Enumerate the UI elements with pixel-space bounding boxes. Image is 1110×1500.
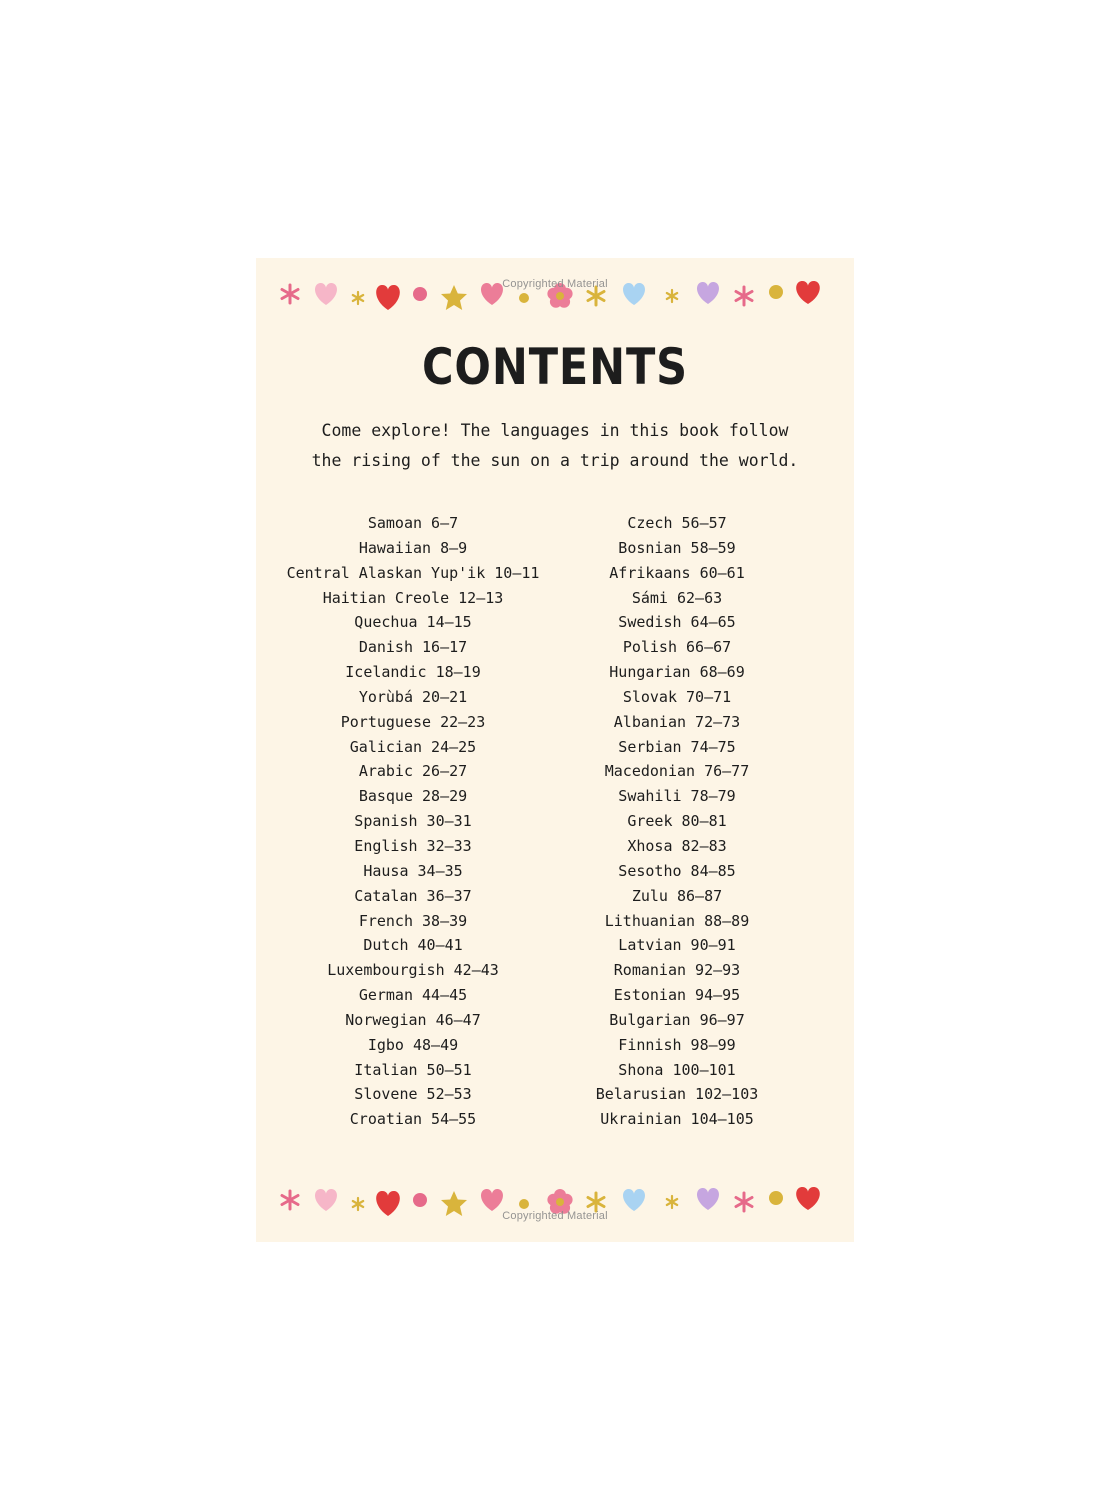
contents-entry: Slovene 52–53 <box>354 1085 472 1104</box>
contents-entry: German 44–45 <box>358 986 468 1005</box>
contents-entry: Sámi 62–63 <box>631 588 723 607</box>
contents-entry: Swahili 78–79 <box>618 787 736 806</box>
contents-entry: Galician 24–25 <box>349 737 477 756</box>
contents-entry: Hungarian 68–69 <box>609 663 745 682</box>
contents-entry: English 32–33 <box>354 836 472 855</box>
contents-entry: Finnish 98–99 <box>618 1035 736 1054</box>
asterisk-icon <box>667 1196 677 1208</box>
dot-icon <box>413 1193 427 1207</box>
contents-entry: Afrikaans 60–61 <box>609 563 745 582</box>
contents-entry: Catalan 36–37 <box>354 886 472 905</box>
contents-entry: Belarusian 102–103 <box>595 1085 759 1104</box>
contents-entry: Portuguese 22–23 <box>340 712 486 731</box>
asterisk-icon <box>667 290 677 302</box>
contents-column-right <box>532 511 822 1132</box>
contents-entry: Dutch 40–41 <box>363 936 463 955</box>
contents-entry: Shona 100–101 <box>618 1060 736 1079</box>
contents-entry: Zulu 86–87 <box>631 886 723 905</box>
intro-line-1: Come explore! The languages in this book follow <box>321 421 789 440</box>
contents-entry: Estonian 94–95 <box>613 986 741 1005</box>
contents-entry: Samoan 6–7 <box>367 514 459 532</box>
heart-icon <box>796 1187 820 1210</box>
contents-entry: Spanish 30–31 <box>354 812 472 831</box>
contents-entry: Norwegian 46–47 <box>345 1010 481 1029</box>
watermark-top: Copyrighted Material <box>502 278 608 290</box>
asterisk-icon <box>282 1191 298 1209</box>
contents-entry: Romanian 92–93 <box>613 961 741 980</box>
contents-entry: Hausa 34–35 <box>363 861 463 880</box>
contents-entry: Icelandic 18–19 <box>345 663 481 682</box>
asterisk-icon <box>353 292 363 304</box>
contents-entry: French 38–39 <box>358 911 468 930</box>
contents-entry: Albanian 72–73 <box>613 712 741 731</box>
heart-icon <box>481 1189 503 1211</box>
contents-entry: Croatian 54–55 <box>349 1110 477 1129</box>
heart-icon <box>315 1189 337 1211</box>
contents-entry: Polish 66–67 <box>622 638 732 657</box>
contents-entry: Serbian 74–75 <box>618 737 736 756</box>
contents-entry: Bosnian 58–59 <box>618 538 736 557</box>
contents-entry: Xhosa 82–83 <box>627 836 727 855</box>
dot-icon <box>519 293 529 303</box>
dot-icon <box>769 1191 783 1205</box>
asterisk-icon <box>736 1193 752 1211</box>
intro-text <box>286 416 824 476</box>
contents-entry: Luxembourgish 42–43 <box>327 961 499 980</box>
book-page <box>256 258 854 1242</box>
contents-entry: Danish 16–17 <box>358 638 468 657</box>
asterisk-icon <box>353 1198 363 1210</box>
contents-entry: Igbo 48–49 <box>367 1035 459 1054</box>
contents-entry: Bulgarian 96–97 <box>609 1010 745 1029</box>
contents-entry: Quechua 14–15 <box>354 613 472 632</box>
contents-entry: Swedish 64–65 <box>618 613 736 632</box>
dot-icon <box>519 1199 529 1209</box>
contents-entry: Arabic 26–27 <box>358 762 468 781</box>
heart-icon <box>623 1189 645 1211</box>
page-title: CONTENTS <box>422 338 688 396</box>
asterisk-icon <box>588 1193 604 1211</box>
contents-entry: Latvian 90–91 <box>618 936 736 955</box>
contents-entry: Yorùbá 20–21 <box>358 687 468 706</box>
contents-entry: Slovak 70–71 <box>622 687 732 706</box>
contents-entry: Basque 28–29 <box>358 787 468 806</box>
contents-entry: Ukrainian 104–105 <box>600 1110 754 1129</box>
contents-entry: Italian 50–51 <box>354 1060 472 1079</box>
contents-entry: Macedonian 76–77 <box>604 762 750 781</box>
contents-entry: Hawaiian 8–9 <box>358 538 468 557</box>
contents-entry: Haitian Creole 12–13 <box>322 588 504 607</box>
heart-icon <box>697 1188 719 1210</box>
contents-entry: Sesotho 84–85 <box>618 861 736 880</box>
contents-entry: Greek 80–81 <box>627 812 727 831</box>
contents-column-left <box>268 511 558 1132</box>
contents-entry: Central Alaskan Yup'ik 10–11 <box>286 563 540 582</box>
intro-line-2: the rising of the sun on a trip around the world. <box>311 451 799 470</box>
contents-entry: Czech 56–57 <box>627 514 727 532</box>
contents-entry: Lithuanian 88–89 <box>604 911 750 930</box>
watermark-bottom: Copyrighted Material <box>502 1210 608 1222</box>
